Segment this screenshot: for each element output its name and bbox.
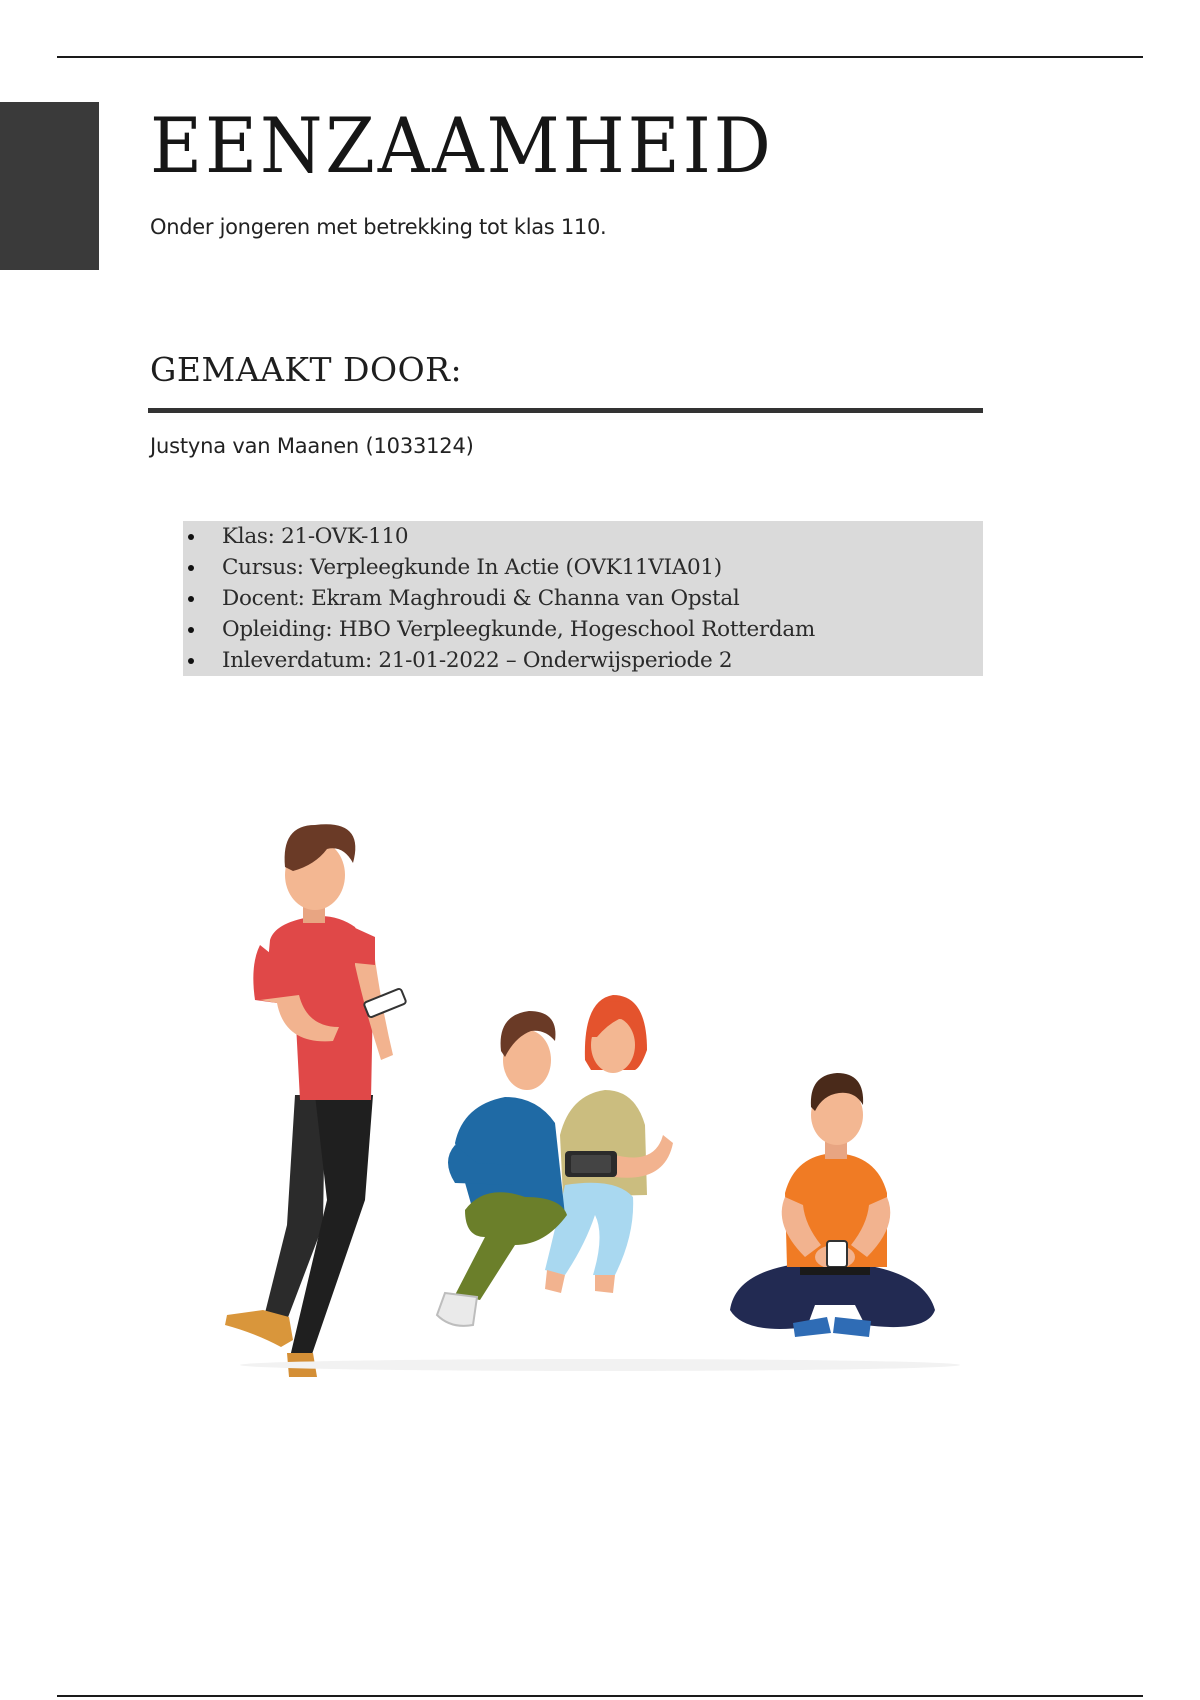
details-text: Opleiding: HBO Verpleegkunde, Hogeschool Rotterdam: [222, 617, 815, 642]
section-heading: GEMAAKT DOOR:: [150, 350, 463, 389]
side-accent-block: [0, 102, 99, 270]
bullet-icon: [188, 534, 194, 540]
bullet-icon: [188, 658, 194, 664]
details-text: Klas: 21-OVK-110: [222, 524, 409, 549]
bullet-icon: [188, 565, 194, 571]
details-text: Inleverdatum: 21-01-2022 – Onderwijsperiode 2: [222, 648, 733, 673]
details-box: [183, 521, 983, 676]
bottom-rule: [57, 1695, 1143, 1697]
section-rule: [148, 408, 983, 413]
author-name: Justyna van Maanen (1033124): [150, 434, 474, 458]
couple-figure: [437, 995, 673, 1326]
sitting-man-figure: [730, 1073, 935, 1337]
bullet-icon: [188, 596, 194, 602]
young-people-with-phones-illustration: [215, 805, 985, 1415]
document-title: EENZAAMHEID: [150, 101, 774, 190]
standing-man-figure: [225, 824, 407, 1377]
top-rule: [57, 56, 1143, 58]
document-subtitle: Onder jongeren met betrekking tot klas 110.: [150, 215, 607, 239]
details-text: Docent: Ekram Maghroudi & Channa van Opstal: [222, 586, 740, 611]
details-text: Cursus: Verpleegkunde In Actie (OVK11VIA01): [222, 555, 722, 580]
ground-shadow: [240, 1359, 960, 1371]
bullet-icon: [188, 627, 194, 633]
